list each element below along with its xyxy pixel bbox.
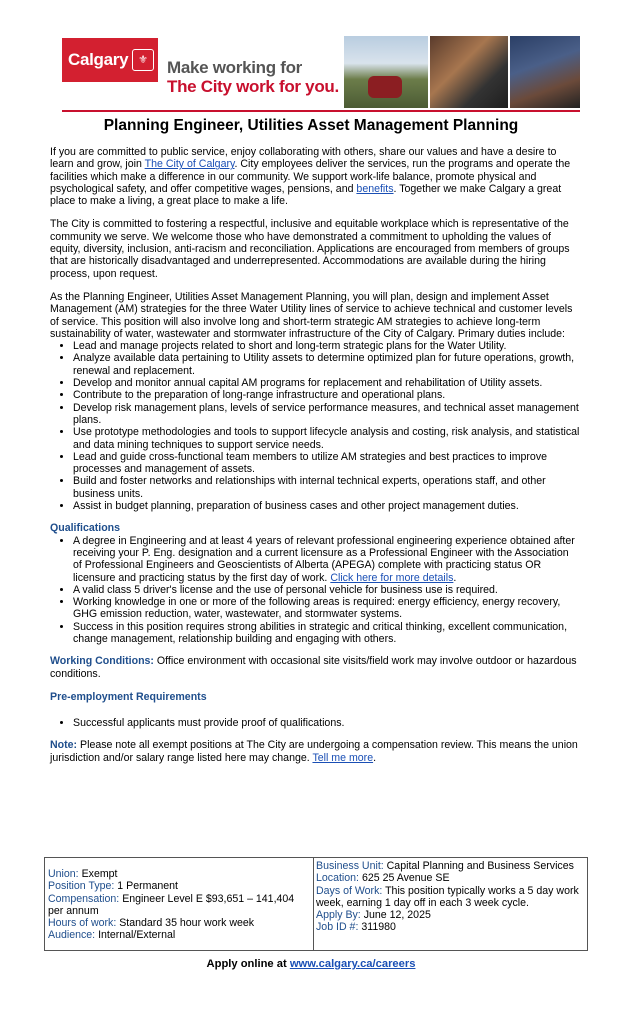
benefits-link[interactable]: benefits: [356, 182, 394, 195]
list-item: • Analyze available data pertaining to Utility assets to determine optimized plan for future operations, growth, renewal and replacement.: [73, 352, 580, 377]
job-details-right: [316, 860, 584, 934]
apply-by-label: Apply By:: [316, 909, 364, 922]
qual-text-end: .: [453, 571, 457, 584]
list-item: • Successful applicants must provide proof of qualifications.: [73, 717, 580, 729]
job-id-row: [316, 921, 584, 933]
business-unit-row: [316, 860, 584, 872]
list-item: • Contribute to the preparation of long-range infrastructure and operational plans.: [73, 389, 580, 401]
logo-text: Calgary: [68, 50, 129, 69]
qual-text: A degree in Engineering and at least 4 years of relevant professional engineering experience obtained after receiving your P. Eng. designation and a current licensure as a Professional Engineer with the Association of Professional Engineers and Geoscientists of Alberta (APEGA) complete with practicing status OR licensure and practicing status by the first day of work.: [73, 534, 575, 584]
photo-mower: [344, 36, 428, 108]
more-details-link[interactable]: Click here for more details: [330, 571, 454, 584]
intro-paragraph-3: As the Planning Engineer, Utilities Asset Management Planning, you will plan, design and implement Asset Management (AM) strategies for the three Water Utility lines of service to achieve technical and customer levels of service. This position will also involve long and short-term strategic AM strategies to achieve long-term sustainability of water, wastewater and stormwater infrastructure of the City of Calgary. Primary duties include:: [50, 290, 573, 340]
audience-label: Audience:: [48, 929, 99, 942]
list-item: • Assist in budget planning, preparation of business cases and other project management duties.: [73, 500, 580, 512]
job-id-value: 311980: [361, 921, 396, 934]
city-of-calgary-link[interactable]: The City of Calgary: [144, 158, 235, 171]
union-label: Union:: [48, 868, 82, 880]
compensation-label: Compensation:: [48, 892, 123, 905]
apply-by-row: [316, 909, 584, 921]
qualifications-list: [50, 535, 580, 646]
location-label: Location:: [316, 872, 362, 885]
list-item: • Working knowledge in one or more of the following areas is required: energy efficiency, energy recovery, GHG emission reduction, water, wastewater, and stormwater systems.: [73, 596, 580, 621]
list-item: • Success in this position requires strong abilities in strategic and critical thinking, excellent communication, change management, relationship building and engaging with others.: [73, 621, 580, 646]
job-details-box: [44, 857, 588, 951]
job-id-label: Job ID #:: [316, 921, 362, 934]
crest-icon: ⚜: [132, 49, 154, 71]
audience-row: [48, 929, 310, 941]
days-label: Days of Work:: [316, 884, 386, 897]
compensation-value: Engineer Level E $93,651 – 141,404 per annum: [48, 892, 295, 917]
working-conditions-text: Office environment with occasional site visits/field work may involve outdoor or hazardous conditions.: [50, 655, 577, 680]
box-divider: [313, 858, 314, 950]
duties-list: [50, 340, 580, 512]
position-type-row: [48, 880, 310, 892]
photo-team: [430, 36, 508, 108]
note-end: .: [373, 751, 377, 764]
apply-text: Apply online at: [206, 958, 290, 970]
intro-paragraph-2: The City is committed to fostering a respectful, inclusive and equitable workplace which is representative of the community we serve. We welcome those who have demonstrated a commitment to upholding the values of equity, diversity, inclusion, anti-racism and reconciliation. Applications are encouraged from members of groups that are historically disadvantaged and underrepresented. Accommodations are available during the hiring process, upon request.: [50, 218, 570, 280]
intro-paragraph-1: [50, 146, 580, 207]
union-value: Exempt: [81, 868, 118, 880]
apply-online: [0, 958, 622, 970]
careers-link[interactable]: www.calgary.ca/careers: [289, 958, 416, 970]
header-banner: [62, 36, 580, 110]
pre-employment-heading: Pre-employment Requirements: [50, 690, 207, 703]
working-conditions: [50, 655, 580, 680]
job-details-left: [48, 868, 310, 942]
position-type-value: 1 Permanent: [117, 880, 178, 893]
days-value: This position typically works a 5 day work week, earning 1 day off in each 3 week cycle.: [316, 884, 579, 909]
calgary-logo: [62, 38, 158, 82]
location-value: 625 25 Avenue SE: [361, 872, 450, 885]
tell-me-more-link[interactable]: Tell me more: [312, 751, 374, 764]
list-item: • Lead and guide cross-functional team members to utilize AM strategies and best practices to improve processes and management of assets.: [73, 451, 580, 476]
note-label: Note:: [50, 739, 78, 752]
header-divider: [62, 110, 580, 112]
position-type-label: Position Type:: [48, 880, 118, 893]
pre-employment-list: [50, 717, 580, 729]
business-unit-value: Capital Planning and Business Services: [386, 860, 574, 872]
apply-by-value: June 12, 2025: [363, 909, 431, 922]
location-row: [316, 872, 584, 884]
list-item: • Develop risk management plans, levels of service performance measures, and technical asset management plans.: [73, 402, 580, 427]
page-title: Planning Engineer, Utilities Asset Management Planning: [103, 117, 519, 134]
qualifications-heading: Qualifications: [50, 522, 121, 535]
days-row: [316, 885, 584, 910]
intro-text-a: If you are committed to public service, enjoy collaborating with others, share our values and have a desire to learn and grow, join: [50, 146, 557, 171]
audience-value: Internal/External: [98, 929, 176, 942]
tagline-line2: The City work for you.: [167, 77, 339, 96]
note-paragraph: [50, 739, 580, 764]
hours-label: Hours of work:: [48, 917, 120, 930]
posting-body: [50, 146, 580, 775]
note-text: Please note all exempt positions at The City are undergoing a compensation review. This means the union jurisdiction and/or salary range listed here may change.: [50, 739, 578, 764]
list-item: • Lead and manage projects related to short and long-term strategic plans for the Water Utility.: [73, 340, 580, 352]
list-item: • Use prototype methodologies and tools to support lifecycle analysis and costing, risk analysis, and statistical and data mining techniques to support service needs.: [73, 426, 580, 451]
business-unit-label: Business Unit:: [316, 860, 387, 872]
working-conditions-label: Working Conditions:: [50, 655, 154, 668]
union-row: [48, 868, 310, 880]
hours-value: Standard 35 hour work week: [119, 917, 255, 930]
photo-driver: [510, 36, 580, 108]
header-photos: [344, 36, 580, 108]
intro-text-b: . City employees deliver the services, run the programs and operate the facilities which make a difference in our community. We support work-life balance, promote physical and psychological safety, and offer competitive wages, pensions, and: [50, 158, 571, 195]
list-item: • Build and foster networks and relationships with internal technical experts, operations staff, and other business units.: [73, 475, 580, 500]
tagline-line1: Make working for: [167, 58, 303, 77]
list-item: • A valid class 5 driver's license and the use of personal vehicle for business use is required.: [73, 584, 580, 596]
list-item: [73, 535, 580, 584]
list-item: • Develop and monitor annual capital AM programs for replacement and rehabilitation of Utility assets.: [73, 377, 580, 389]
hours-row: [48, 917, 310, 929]
intro-text-c: . Together we make Calgary a great place to make a living, a great place to make a life.: [50, 182, 562, 208]
compensation-row: [48, 893, 310, 918]
